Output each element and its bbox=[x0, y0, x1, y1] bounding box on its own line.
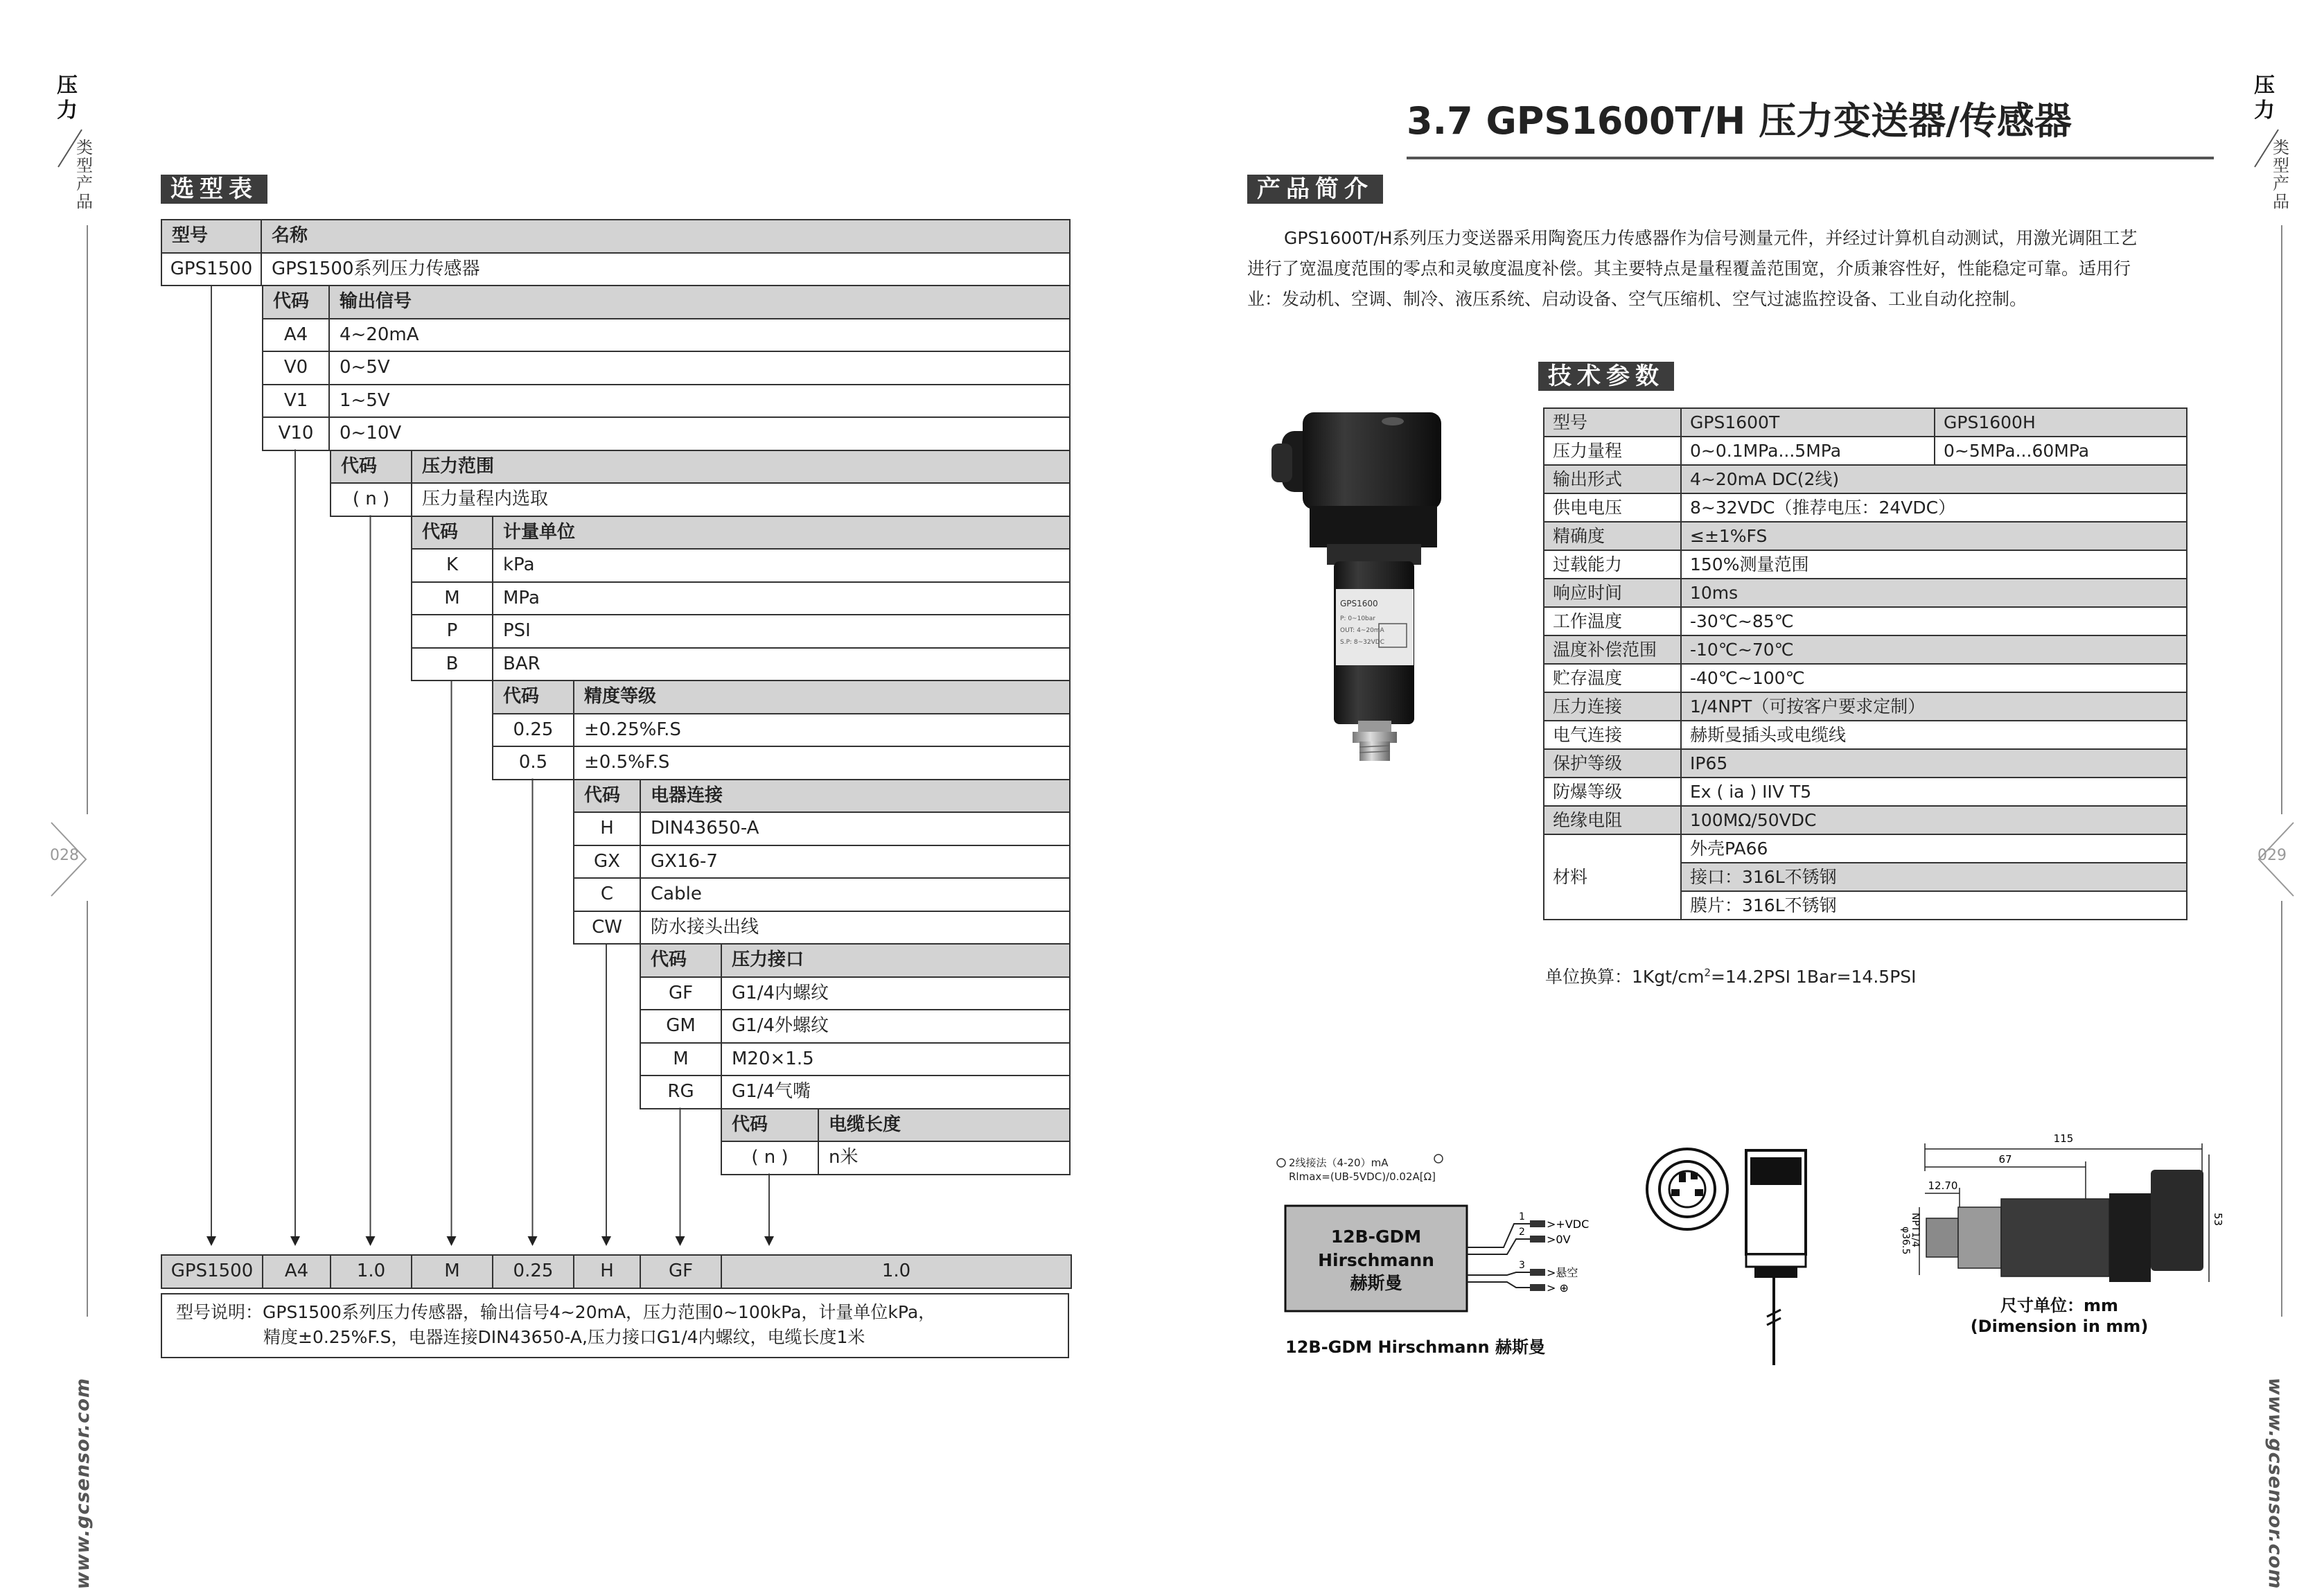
spec-key: 精确度 bbox=[1544, 522, 1681, 550]
selection-arrow-head bbox=[528, 1236, 538, 1246]
example-code: A4 bbox=[262, 1254, 331, 1289]
spec-value: ≤±1%FS bbox=[1681, 522, 2187, 550]
electric-description: DIN43650-A bbox=[640, 811, 1071, 846]
wiring-box-line-2: Hirschmann bbox=[1318, 1250, 1434, 1270]
selection-arrow-head bbox=[206, 1236, 216, 1246]
example-code: GPS1500 bbox=[161, 1254, 263, 1289]
wiring-note-2: Rlmax=(UB-5VDC)/0.02A[Ω] bbox=[1289, 1170, 1436, 1183]
spec-table bbox=[1543, 407, 2187, 920]
unit-code: M bbox=[411, 581, 493, 616]
output-header-code: 代码 bbox=[262, 285, 330, 319]
spec-row bbox=[1544, 806, 2187, 834]
wiring-pin-1: 1 bbox=[1519, 1211, 1525, 1222]
output-description: 0~5V bbox=[328, 351, 1071, 385]
cable-code: ( n ) bbox=[721, 1141, 819, 1175]
spec-row bbox=[1544, 664, 2187, 692]
side-left-subcategory: 类型产品 bbox=[76, 138, 93, 211]
spec-value-h: GPS1600H bbox=[1935, 408, 2187, 437]
spec-row bbox=[1544, 550, 2187, 579]
side-left-category: 压力 bbox=[57, 73, 78, 123]
intro-line-2: 进行了宽温度范围的零点和灵敏度温度补偿。其主要特点是量程覆盖范围宽，介质兼容性好，性能稳定可靠。适用行 bbox=[1247, 258, 2131, 279]
title-underline bbox=[1407, 157, 2214, 159]
port-code: GF bbox=[640, 976, 722, 1011]
spec-row-range bbox=[1544, 437, 2187, 465]
wiring-caption: 12B-GDM Hirschmann 赫斯曼 bbox=[1285, 1337, 1545, 1357]
unit-note-superscript: 2 bbox=[1704, 966, 1711, 979]
unit-description: PSI bbox=[492, 614, 1071, 649]
selection-arrow-head bbox=[366, 1236, 376, 1246]
page-number-right: 029 bbox=[2257, 847, 2287, 864]
accuracy-description: ±0.25%F.S bbox=[573, 713, 1071, 748]
unit-header-name: 计量单位 bbox=[492, 516, 1071, 550]
spec-value: IP65 bbox=[1681, 749, 2187, 778]
photo-label-line-3: S.P: 8~32VDC bbox=[1340, 639, 1384, 646]
port-code: GM bbox=[640, 1009, 722, 1044]
port-header-name: 压力接口 bbox=[721, 943, 1071, 978]
output-description: 1~5V bbox=[328, 384, 1071, 419]
electric-code: CW bbox=[573, 911, 641, 945]
dimension-drawing bbox=[1878, 1130, 2224, 1344]
electric-code: C bbox=[573, 877, 641, 912]
spec-value: 外壳PA66 bbox=[1681, 834, 2187, 863]
unit-code: P bbox=[411, 614, 493, 649]
wiring-pin-3: 3 bbox=[1519, 1260, 1525, 1271]
model-name: GPS1500系列压力传感器 bbox=[261, 252, 1071, 287]
intro-line-3: 业：发动机、空调、制冷、液压系统、启动设备、空气压缩机、空气过滤监控设备、工业自动化控制。 bbox=[1247, 289, 2027, 309]
output-code: V0 bbox=[262, 351, 330, 385]
spec-key: 电气连接 bbox=[1544, 721, 1681, 749]
accuracy-code: 0.25 bbox=[492, 713, 574, 748]
electric-description: 防水接头出线 bbox=[640, 911, 1071, 945]
spec-title: 技术参数 bbox=[1538, 362, 1674, 391]
dim-67: 67 bbox=[1998, 1153, 2012, 1166]
spec-key: 保护等级 bbox=[1544, 749, 1681, 778]
example-code: H bbox=[573, 1254, 641, 1289]
cable-description: n米 bbox=[818, 1141, 1071, 1175]
electric-code: H bbox=[573, 811, 641, 846]
spec-row bbox=[1544, 692, 2187, 721]
dim-12-70: 12.70 bbox=[1928, 1179, 1958, 1192]
unit-note-part-a: 单位换算：1Kgt/cm bbox=[1545, 967, 1705, 987]
wiring-note-1: 2线接法（4-20）mA bbox=[1289, 1157, 1389, 1169]
model-example-line-1: 型号说明：GPS1500系列压力传感器，输出信号4~20mA，压力范围0~100kPa，计量单位kPa， bbox=[176, 1302, 936, 1322]
port-description: M20×1.5 bbox=[721, 1042, 1071, 1077]
photo-label-brand: GPS1600 bbox=[1340, 599, 1378, 608]
unit-code: B bbox=[411, 647, 493, 682]
spec-value: 4~20mA DC(2线) bbox=[1681, 465, 2187, 493]
spec-row bbox=[1544, 465, 2187, 493]
selection-arrow-head bbox=[676, 1236, 685, 1246]
spec-key: 材料 bbox=[1544, 834, 1681, 920]
spec-value: 8~32VDC（推荐电压：24VDC） bbox=[1681, 493, 2187, 522]
spec-value: Ex ( ia ) IIV T5 bbox=[1681, 778, 2187, 806]
dim-unit-en: (Dimension in mm) bbox=[1970, 1317, 2149, 1336]
spec-row bbox=[1544, 607, 2187, 635]
port-header-code: 代码 bbox=[640, 943, 722, 978]
range-header-name: 压力范围 bbox=[411, 450, 1071, 484]
product-photo bbox=[1261, 395, 1469, 762]
wiring-label-vdc: >+VDC bbox=[1547, 1218, 1590, 1231]
spec-value-h: 0~5MPa...60MPa bbox=[1935, 437, 2187, 465]
spec-value: 1/4NPT（可按客户要求定制） bbox=[1681, 692, 2187, 721]
page-number-left: 028 bbox=[50, 847, 79, 864]
model-example-line-2: 精度±0.25%F.S，电器连接DIN43650-A,压力接口G1/4内螺纹，电缆长度1米 bbox=[263, 1327, 865, 1347]
spec-key: 型号 bbox=[1544, 408, 1681, 437]
spec-key: 绝缘电阻 bbox=[1544, 806, 1681, 834]
spec-key: 工作温度 bbox=[1544, 607, 1681, 635]
model-code: GPS1500 bbox=[161, 252, 262, 287]
side-right-subcategory: 类型产品 bbox=[2273, 138, 2289, 211]
range-header-code: 代码 bbox=[330, 450, 412, 484]
spec-key: 输出形式 bbox=[1544, 465, 1681, 493]
spec-key: 贮存温度 bbox=[1544, 664, 1681, 692]
photo-label-line-2: OUT: 4~20mA bbox=[1340, 627, 1384, 634]
electric-header-code: 代码 bbox=[573, 779, 641, 814]
spec-value: 接口：316L不锈钢 bbox=[1681, 863, 2187, 891]
port-description: G1/4气嘴 bbox=[721, 1075, 1071, 1109]
unit-description: kPa bbox=[492, 548, 1071, 583]
spec-key: 压力连接 bbox=[1544, 692, 1681, 721]
wiring-box-line-3: 赫斯曼 bbox=[1350, 1273, 1402, 1293]
spec-row bbox=[1544, 522, 2187, 550]
example-code: M bbox=[411, 1254, 493, 1289]
port-code: M bbox=[640, 1042, 722, 1077]
port-description: G1/4外螺纹 bbox=[721, 1009, 1071, 1044]
spec-value: 10ms bbox=[1681, 579, 2187, 607]
unit-note-part-b: =14.2PSI 1Bar=14.5PSI bbox=[1711, 967, 1917, 987]
side-right-category: 压力 bbox=[2254, 73, 2275, 123]
unit-conversion-note bbox=[1545, 963, 1917, 988]
spec-value: 赫斯曼插头或电缆线 bbox=[1681, 721, 2187, 749]
wiring-pin-2: 2 bbox=[1519, 1227, 1525, 1238]
spec-value: -40℃~100℃ bbox=[1681, 664, 2187, 692]
example-code: GF bbox=[640, 1254, 722, 1289]
wiring-diagram bbox=[1275, 1136, 1621, 1365]
spec-row bbox=[1544, 635, 2187, 664]
spec-row bbox=[1544, 778, 2187, 806]
page-title: 3.7 GPS1600T/H 压力变送器/传感器 bbox=[1407, 99, 2072, 143]
website-right: www.gcsensor.com bbox=[2264, 1378, 2286, 1589]
cable-header-name: 电缆长度 bbox=[818, 1108, 1071, 1143]
model-header-code: 型号 bbox=[161, 219, 262, 254]
connector-drawing bbox=[1642, 1136, 1864, 1365]
accuracy-header-code: 代码 bbox=[492, 680, 574, 714]
unit-code: K bbox=[411, 548, 493, 583]
selection-arrow-head bbox=[290, 1236, 300, 1246]
model-header-name: 名称 bbox=[261, 219, 1071, 254]
output-description: 4~20mA bbox=[328, 318, 1071, 353]
spec-row bbox=[1544, 579, 2187, 607]
selection-arrow-head bbox=[447, 1236, 457, 1246]
photo-label-line-1: P: 0~10bar bbox=[1340, 615, 1375, 622]
spec-row bbox=[1544, 721, 2187, 749]
unit-description: BAR bbox=[492, 647, 1071, 682]
electric-header-name: 电器连接 bbox=[640, 779, 1071, 814]
port-description: G1/4内螺纹 bbox=[721, 976, 1071, 1011]
spec-key: 压力量程 bbox=[1544, 437, 1681, 465]
output-header-name: 输出信号 bbox=[328, 285, 1071, 319]
spec-key: 过载能力 bbox=[1544, 550, 1681, 579]
spec-row-model bbox=[1544, 408, 2187, 437]
dim-115: 115 bbox=[2053, 1132, 2074, 1145]
selection-arrow-head bbox=[764, 1236, 774, 1246]
unit-header-code: 代码 bbox=[411, 516, 493, 550]
wiring-label-0v: >0V bbox=[1547, 1233, 1571, 1246]
spec-value-t: 0~0.1MPa...5MPa bbox=[1681, 437, 1935, 465]
accuracy-header-name: 精度等级 bbox=[573, 680, 1071, 714]
range-code: ( n ) bbox=[330, 482, 412, 517]
example-code: 1.0 bbox=[721, 1254, 1072, 1289]
port-code: RG bbox=[640, 1075, 722, 1109]
example-code: 1.0 bbox=[330, 1254, 412, 1289]
dim-diameter: φ36.5 bbox=[1900, 1227, 1911, 1255]
selection-table-title: 选型表 bbox=[161, 175, 267, 204]
selection-arrow-head bbox=[601, 1236, 611, 1246]
spec-value: 膜片：316L不锈钢 bbox=[1681, 891, 2187, 920]
intro-line-1: GPS1600T/H系列压力变送器采用陶瓷压力传感器作为信号测量元件，并经过计算机自动测试，用激光调阻工艺 bbox=[1284, 228, 2138, 248]
spec-value: -10℃~70℃ bbox=[1681, 635, 2187, 664]
output-code: V1 bbox=[262, 384, 330, 419]
dim-unit: 尺寸单位：mm bbox=[2000, 1296, 2119, 1315]
electric-description: Cable bbox=[640, 877, 1071, 912]
spec-key: 响应时间 bbox=[1544, 579, 1681, 607]
dim-npt: NPT1/4 bbox=[1910, 1213, 1921, 1247]
spec-row bbox=[1544, 493, 2187, 522]
spec-value-t: GPS1600T bbox=[1681, 408, 1935, 437]
spec-key: 供电电压 bbox=[1544, 493, 1681, 522]
dim-53: 53 bbox=[2212, 1213, 2224, 1227]
spec-value: 150%测量范围 bbox=[1681, 550, 2187, 579]
wiring-label-ground: > ⊕ bbox=[1547, 1281, 1569, 1294]
spec-key: 防爆等级 bbox=[1544, 778, 1681, 806]
range-description: 压力量程内选取 bbox=[411, 482, 1071, 517]
unit-description: MPa bbox=[492, 581, 1071, 616]
output-code: V10 bbox=[262, 416, 330, 451]
accuracy-code: 0.5 bbox=[492, 746, 574, 780]
accuracy-description: ±0.5%F.S bbox=[573, 746, 1071, 780]
spec-value: -30℃~85℃ bbox=[1681, 607, 2187, 635]
spec-value: 100MΩ/50VDC bbox=[1681, 806, 2187, 834]
output-description: 0~10V bbox=[328, 416, 1071, 451]
cable-header-code: 代码 bbox=[721, 1108, 819, 1143]
intro-title: 产品简介 bbox=[1247, 175, 1383, 204]
wiring-box-line-1: 12B-GDM bbox=[1330, 1227, 1422, 1247]
electric-description: GX16-7 bbox=[640, 845, 1071, 879]
spec-key: 温度补偿范围 bbox=[1544, 635, 1681, 664]
output-code: A4 bbox=[262, 318, 330, 353]
spec-row-material-1 bbox=[1544, 834, 2187, 863]
wiring-label-float: >悬空 bbox=[1547, 1266, 1578, 1279]
website-left: www.gcsensor.com bbox=[72, 1378, 94, 1589]
example-code: 0.25 bbox=[492, 1254, 574, 1289]
spec-row bbox=[1544, 749, 2187, 778]
electric-code: GX bbox=[573, 845, 641, 879]
